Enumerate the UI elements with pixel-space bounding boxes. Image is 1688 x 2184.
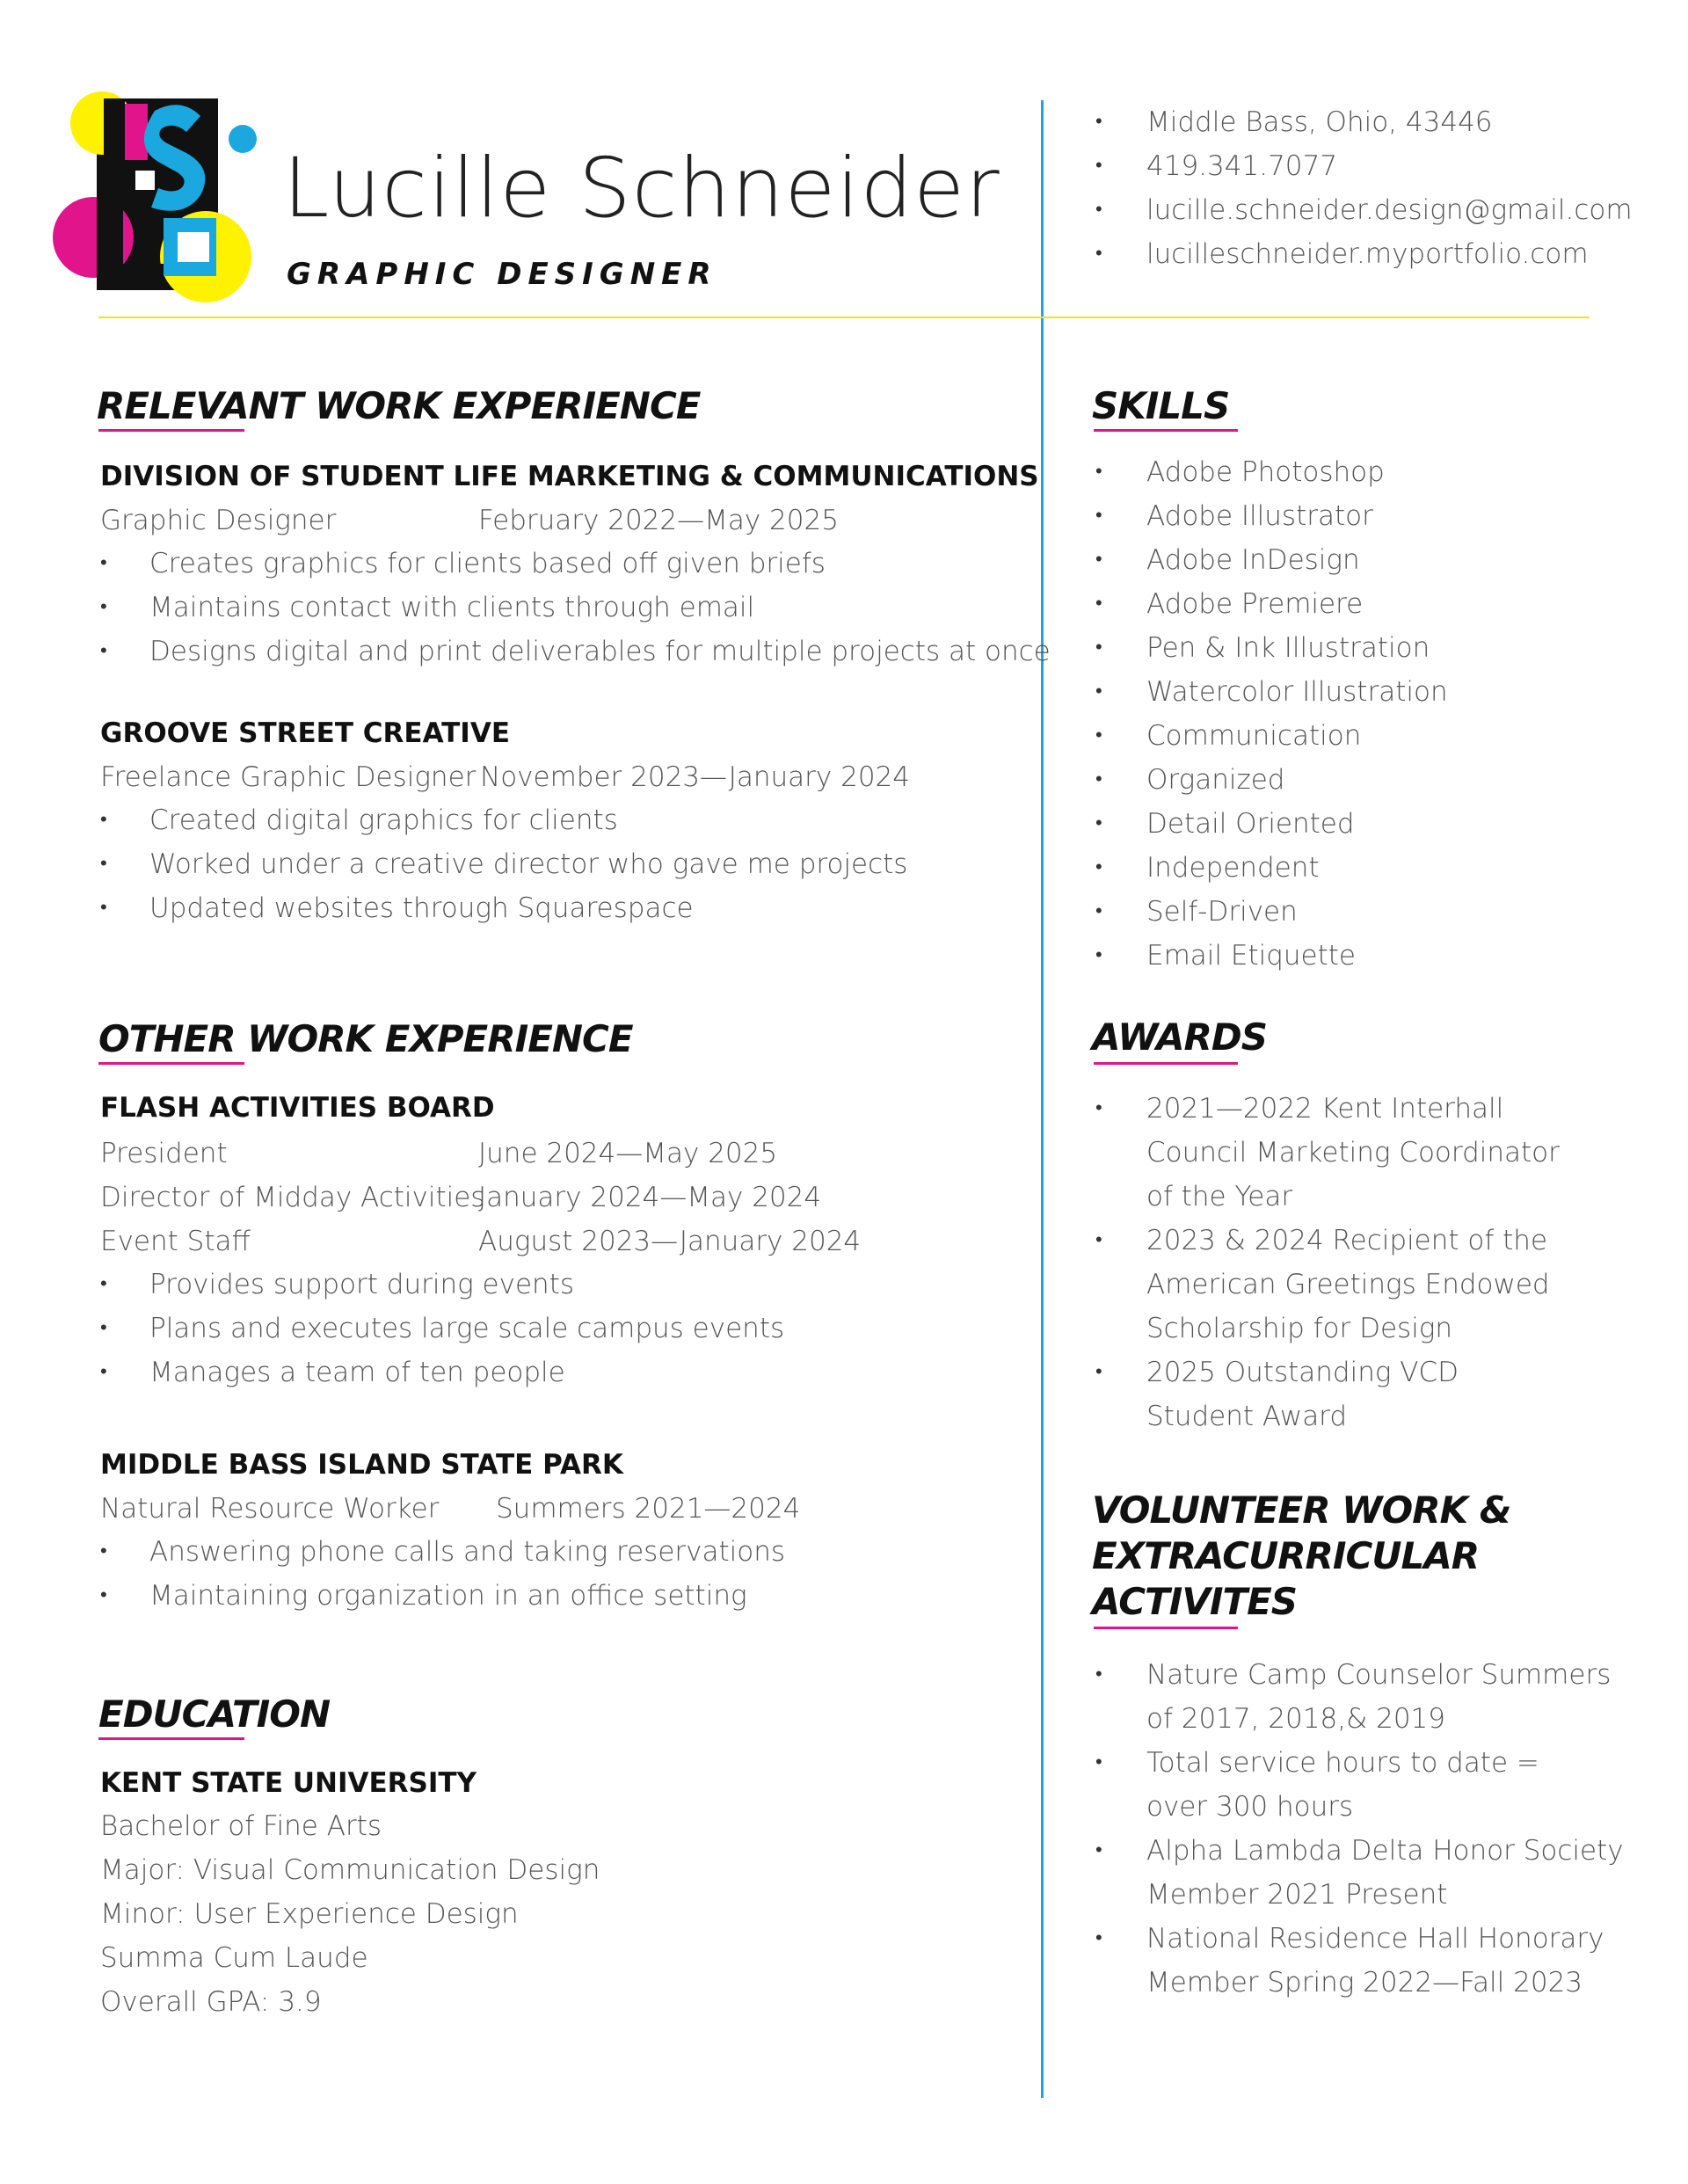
list-item: • Total service hours to date =	[1095, 1741, 1624, 1785]
role-dates: January 2024—May 2024	[478, 1182, 822, 1213]
school-name: KENT STATE UNIVERSITY	[100, 1767, 477, 1799]
candidate-name: Lucille Schneider	[283, 141, 1000, 237]
list-item: • Maintains contact with clients through email	[100, 586, 1051, 630]
contact-list	[1095, 100, 1633, 276]
list-item: • Updated websites through Squarespace	[100, 886, 907, 930]
role-dates: November 2023—January 2024	[480, 761, 911, 793]
list-item-continued: Student Award	[1146, 1401, 1348, 1432]
section-heading-education: EDUCATION	[98, 1693, 331, 1736]
list-item: • Adobe Premiere	[1095, 582, 1448, 626]
list-item-continued: Member 2021 Present	[1146, 1879, 1448, 1911]
contact-portfolio[interactable]: • lucilleschneider.myportfolio.com	[1095, 232, 1633, 276]
list-item: • Independent	[1095, 846, 1448, 890]
list-item: • Creates graphics for clients based off given briefs	[100, 542, 1051, 586]
section-underline	[1094, 1627, 1238, 1629]
education-line: Summa Cum Laude	[100, 1942, 368, 1974]
list-item: • Organized	[1095, 758, 1448, 802]
role-dates: February 2022—May 2025	[478, 505, 839, 536]
role-name: Event Staff	[100, 1226, 251, 1257]
list-item: • Worked under a creative director who gave me projects	[100, 842, 907, 886]
header-divider	[98, 317, 1590, 318]
list-item-continued: American Greetings Endowed	[1146, 1269, 1550, 1300]
list-item-continued: over 300 hours	[1146, 1791, 1354, 1823]
list-item: • Detail Oriented	[1095, 802, 1448, 846]
org-name: MIDDLE BASS ISLAND STATE PARK	[100, 1449, 623, 1481]
list-item: • Adobe Photoshop	[1095, 450, 1448, 494]
list-item-continued: Member Spring 2022—Fall 2023	[1146, 1967, 1583, 1998]
section-heading-other: OTHER WORK EXPERIENCE	[98, 1017, 633, 1060]
section-underline	[98, 429, 244, 432]
education-line: Overall GPA: 3.9	[100, 1986, 322, 2018]
contact-address: • Middle Bass, Ohio, 43446	[1095, 100, 1633, 144]
role-name: Director of Midday Activities	[100, 1182, 485, 1213]
list-item: • Provides support during events	[100, 1263, 784, 1307]
duties-list	[100, 542, 1051, 673]
list-item: • Alpha Lambda Delta Honor Society	[1095, 1829, 1624, 1873]
section-underline	[1094, 1062, 1238, 1065]
section-heading-relevant: RELEVANT WORK EXPERIENCE	[97, 384, 701, 427]
job-title: GRAPHIC DESIGNER	[287, 257, 717, 292]
list-item: • Nature Camp Counselor Summers	[1095, 1653, 1624, 1697]
role-dates: June 2024—May 2025	[478, 1138, 778, 1169]
section-underline	[1094, 429, 1238, 432]
volunteer-list	[1095, 1653, 1624, 2005]
list-item: • Watercolor Illustration	[1095, 670, 1448, 714]
section-heading-volunteer: EXTRACURRICULAR	[1092, 1534, 1480, 1577]
monogram-logo	[51, 86, 271, 306]
section-heading-skills: SKILLS	[1092, 384, 1230, 427]
list-item: • National Residence Hall Honorary	[1095, 1917, 1624, 1961]
duties-list	[100, 1263, 784, 1394]
list-item: • Designs digital and print deliverables for multiple projects at once	[100, 630, 1051, 673]
list-item: • Adobe InDesign	[1095, 538, 1448, 582]
list-item: • Maintaining organization in an office setting	[100, 1574, 785, 1618]
list-item: • Adobe Illustrator	[1095, 494, 1448, 538]
role-dates: Summers 2021—2024	[496, 1493, 801, 1525]
list-item: • Manages a team of ten people	[100, 1350, 784, 1394]
education-line: Bachelor of Fine Arts	[100, 1810, 382, 1842]
contact-phone: • 419.341.7077	[1095, 144, 1633, 188]
role-dates: August 2023—January 2024	[478, 1226, 862, 1257]
education-line: Major: Visual Communication Design	[100, 1854, 600, 1886]
role-name: President	[100, 1138, 228, 1169]
org-name: FLASH ACTIVITIES BOARD	[100, 1092, 495, 1124]
role-name: Graphic Designer	[100, 505, 337, 536]
column-divider	[1041, 100, 1044, 2098]
skills-list	[1095, 450, 1448, 978]
list-item: • 2023 & 2024 Recipient of the	[1095, 1219, 1560, 1263]
list-item: • Pen & Ink Illustration	[1095, 626, 1448, 670]
list-item-continued: Scholarship for Design	[1146, 1313, 1453, 1344]
education-line: Minor: User Experience Design	[100, 1898, 519, 1930]
role-name: Freelance Graphic Designer	[100, 761, 477, 793]
list-item: • Created digital graphics for clients	[100, 798, 907, 842]
list-item: • 2025 Outstanding VCD	[1095, 1350, 1560, 1394]
list-item: • Plans and executes large scale campus events	[100, 1307, 784, 1350]
duties-list	[100, 798, 907, 930]
list-item: • Self-Driven	[1095, 890, 1448, 934]
list-item: • 2021—2022 Kent Interhall	[1095, 1087, 1560, 1131]
role-name: Natural Resource Worker	[100, 1493, 440, 1525]
list-item-continued: of 2017, 2018,& 2019	[1146, 1703, 1446, 1735]
awards-list	[1095, 1087, 1560, 1438]
list-item-continued: of the Year	[1146, 1181, 1293, 1212]
section-heading-awards: AWARDS	[1092, 1016, 1267, 1059]
list-item-continued: Council Marketing Coordinator	[1146, 1137, 1560, 1168]
contact-email[interactable]: • lucille.schneider.design@gmail.com	[1095, 188, 1633, 232]
org-name: DIVISION OF STUDENT LIFE MARKETING & COMMUNICATIONS	[100, 461, 1039, 492]
list-item: • Answering phone calls and taking reservations	[100, 1530, 785, 1574]
duties-list	[100, 1530, 785, 1618]
section-underline	[98, 1737, 244, 1740]
list-item: • Communication	[1095, 714, 1448, 758]
section-heading-volunteer: ACTIVITES	[1092, 1580, 1298, 1623]
list-item: • Email Etiquette	[1095, 934, 1448, 978]
section-underline	[98, 1062, 244, 1065]
org-name: GROOVE STREET CREATIVE	[100, 717, 511, 749]
section-heading-volunteer: VOLUNTEER WORK &	[1092, 1489, 1511, 1532]
